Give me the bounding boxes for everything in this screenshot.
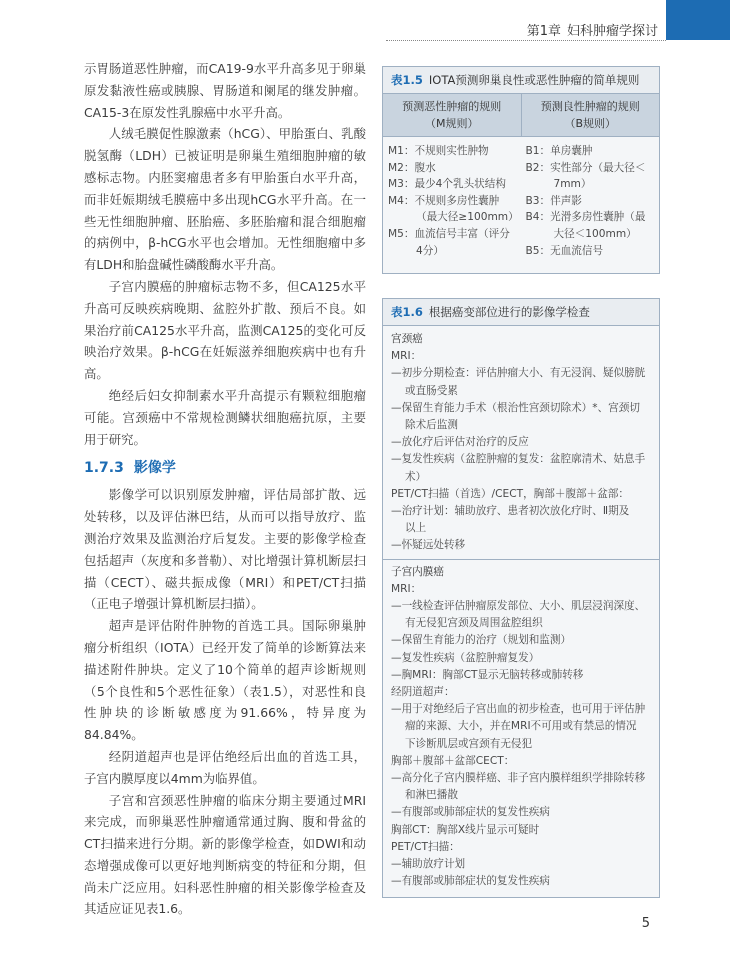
table-line: —辅助放疗计划 [391, 858, 466, 871]
chapter-title [527, 20, 658, 39]
body-paragraph: 超声是评估附件肿物的首选工具。国际卵巢肿瘤分析组织（IOTA）已经开发了简单的诊断算法来描述附件肿块。定义了10个简单的超声诊断规则（5个良性和5个恶性征象）（表1.5），对恶性和良性肿块的诊断敏感度为91.66%，特异度为84.84%。 [84, 618, 366, 743]
rule-item-continued: 大径＜100mm） [553, 227, 637, 240]
table-title: IOTA预测卵巢良性或恶性肿瘤的简单规则 [428, 73, 640, 87]
rule-item-continued: （最大径≥100mm） [416, 211, 519, 224]
table-line: —保留生育能力的治疗（规划和监测） [391, 634, 572, 647]
rule-item: B5：无血流信号 [525, 244, 604, 257]
header-line: （M规则） [425, 117, 479, 130]
main-text-column [84, 58, 366, 920]
table-line: 胸部＋腹部＋盆部CECT： [391, 754, 515, 767]
table-body [383, 326, 659, 891]
table-line: 和淋巴播散 [405, 789, 458, 802]
table-line: 以上 [405, 522, 427, 535]
rule-item: M5：血流信号丰富（评分 [388, 227, 510, 240]
section-number: 1.7.3 [84, 460, 124, 477]
chapter-number: 第1章 [526, 24, 561, 39]
rule-item: M3：最少4个乳头状结构 [388, 178, 506, 191]
running-header [0, 0, 730, 44]
body-paragraph: 子宫和宫颈恶性肿瘤的临床分期主要通过MRI来完成，而卵巢恶性肿瘤通常通过胸、腹和骨盆的CT扫描来进行分期。新的影像学检查，如DWI和动态增强成像可以更好地判断病变的特征和分期，但尚未广泛应用。妇科恶性肿瘤的相关影像学检查及其适应证见表1.6。 [84, 792, 366, 917]
table-line: 术） [405, 470, 427, 483]
rule-item: M4：不规则多房性囊肿 [388, 194, 500, 207]
header-line: 预测恶性肿瘤的规则 [402, 100, 502, 113]
table-line: —有腹部或肺部症状的复发性疾病 [391, 875, 550, 888]
chapter-name: 妇科肿瘤学探讨 [566, 24, 658, 39]
table-body [383, 137, 659, 259]
table-line: —初步分期检查：评估肿瘤大小、有无浸润、疑似膀胱 [391, 367, 646, 380]
table-line: —怀疑远处转移 [391, 539, 466, 552]
table-line: —复发性疾病（盆腔肿瘤复发） [391, 651, 540, 664]
section-title: 影像学 [133, 460, 176, 477]
body-paragraph: 人绒毛膜促性腺激素（hCG）、甲胎蛋白、乳酸脱氢酶（LDH）已被证明是卵巢生殖细胞肿瘤的敏感标志物。内胚窦瘤患者多有甲胎蛋白水平升高，而非妊娠期绒毛膜癌中多出现hCG水平升高。在一些无性细胞肿瘤、胚胎癌、多胚胎瘤和混合细胞瘤的病例中，β-hCG水平也会增加。无性细胞瘤中多有LDH和胎盘碱性磷酸酶水平升高。 [84, 126, 366, 273]
rule-item: B1：单房囊肿 [525, 145, 593, 157]
table-line: —有腹部或肺部症状的复发性疾病 [391, 806, 550, 819]
header-line: 预测良性肿瘤的规则 [540, 100, 640, 113]
table-line: 胸部CT：胸部X线片显示可疑时 [391, 823, 540, 836]
table-caption [383, 299, 659, 326]
table-line: PET/CT扫描（首选）/CECT，胸部＋腹部＋盆部： [391, 487, 630, 500]
table-line: —用于对绝经后子宫出血的初步检查，也可用于评估肿 [391, 703, 646, 716]
table-iota-rules [382, 66, 660, 274]
table-line: 除术后监测 [405, 419, 458, 432]
table-line: —治疗计划：辅助放疗、患者初次放化疗时、Ⅱ期及 [391, 505, 630, 518]
section-label: 宫颈癌 [391, 333, 423, 345]
table-imaging-by-site [382, 298, 660, 898]
table-line: MRI： [391, 582, 422, 595]
header-line: （B规则） [564, 117, 617, 130]
section-heading [84, 456, 366, 480]
table-line: —保留生育能力手术（根治性宫颈切除术）*、宫颈切 [391, 401, 640, 414]
rule-item-continued: 7mm） [553, 178, 592, 191]
table-line: —胸MRI：胸部CT显示无脑转移或肺转移 [391, 668, 584, 681]
body-paragraph: 经阴道超声也是评估绝经后出血的首选工具，子宫内膜厚度以4mm为临界值。 [84, 748, 366, 786]
body-paragraph: 影像学可以识别原发肿瘤，评估局部扩散、远处转移，以及评估淋巴结，从而可以指导放疗、监测治疗效果及监测治疗后复发。主要的影像学检查包括超声（灰度和多普勒）、对比增强计算机断层扫描（CECT）、磁共振成像（MRI）和PET/CT扫描（正电子增强计算机断层扫描）。 [84, 487, 366, 612]
table-line: —一线检查评估肿瘤原发部位、大小、肌层浸润深度、 [391, 600, 646, 613]
section-label: 子宫内膜癌 [391, 565, 444, 578]
body-paragraph: 子宫内膜癌的肿瘤标志物不多，但CA125水平升高可反映疾病晚期、盆腔外扩散、预后不良。如果治疗前CA125水平升高，监测CA125的变化可反映治疗效果。β-hCG在妊娠滋养细胞疾病中也有升高。 [84, 278, 366, 382]
header-rule [386, 40, 666, 41]
table-line: —放化疗后评估对治疗的反应 [391, 436, 529, 449]
table-line: 经阴道超声： [391, 686, 455, 699]
table-line: PET/CT扫描： [391, 840, 460, 853]
rule-item-continued: 4分） [416, 244, 444, 257]
table-line: —高分化子宫内膜样癌、非子宫内膜样组织学排除转移 [391, 772, 646, 785]
body-paragraph: 示胃肠道恶性肿瘤，而CA19-9水平升高多见于卵巢原发黏液性癌或胰腺、胃肠道和阑尾的继发肿瘤。CA15-3在原发性乳腺癌中水平升高。 [84, 61, 366, 120]
rule-item: M2：腹水 [388, 161, 436, 174]
table-line: 下诊断肌层或宫颈有无侵犯 [405, 737, 533, 750]
table-line: MRI： [391, 350, 422, 363]
body-paragraph: 绝经后妇女抑制素水平升高提示有颗粒细胞瘤可能。宫颈癌中不常规检测鳞状细胞癌抗原，主要用于研究。 [84, 387, 366, 447]
header-b-rules [521, 94, 660, 136]
table-number: 表1.5 [391, 73, 423, 87]
table-title: 根据癌变部位进行的影像学检查 [428, 305, 590, 319]
table-line: 有无侵犯宫颈及周围盆腔组织 [405, 617, 543, 630]
table-header-row [383, 94, 659, 137]
rule-item: M1：不规则实性肿物 [388, 145, 489, 157]
cervical-section [391, 331, 653, 555]
table-line: —复发性疾病（盆腔肿瘤的复发：盆腔廓清术、姑息手 [391, 453, 646, 466]
table-caption [383, 67, 659, 94]
m-rules-column [383, 143, 520, 259]
endometrial-section [391, 564, 653, 891]
rule-item: B2：实性部分（最大径＜ [525, 161, 646, 174]
b-rules-column [520, 143, 660, 259]
page-number: 5 [641, 916, 650, 931]
table-line: 或直肠受累 [405, 384, 458, 397]
rule-item: B4：光滑多房性囊肿（最 [525, 211, 646, 224]
header-m-rules [383, 94, 521, 136]
section-divider [383, 559, 659, 560]
rule-item: B3：伴声影 [525, 194, 582, 207]
table-number: 表1.6 [391, 305, 423, 319]
table-line: 瘤的来源、大小，并在MRI不可用或有禁忌的情况 [405, 720, 637, 733]
chapter-color-tab [666, 0, 730, 40]
